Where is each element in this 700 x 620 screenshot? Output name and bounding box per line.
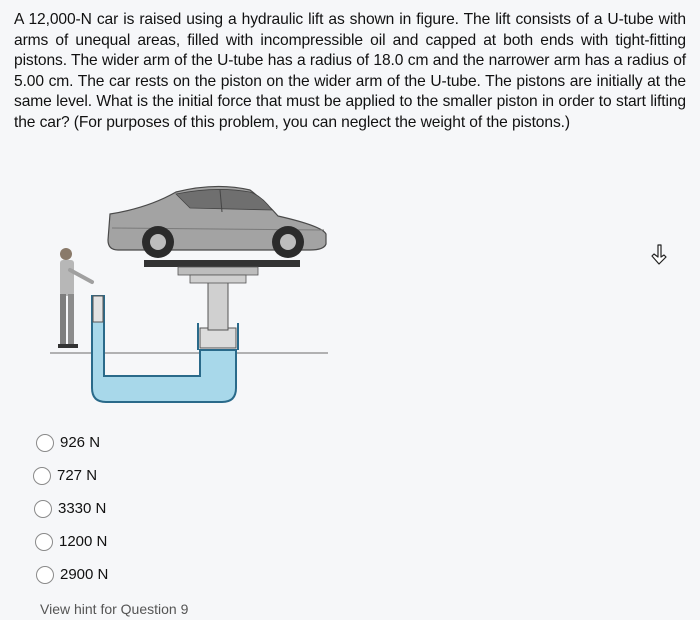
question-text: A 12,000-N car is raised using a hydraulic lift as shown in figure. The lift consists of a U-tube with arms of unequal areas, filled with incompressible oil and capped at both ends with tight-fitting pistons. The wider arm of the U-tube has a radius of 18.0 cm and the narrower arm has a radius of 5.00 cm. The car rests on the piston on the wider arm of the U-tube. The pistons are initially at the same level. What is the initial force that must be applied to the smaller piston in order to start lifting the car? (For purposes of this problem, you can neglect the weight of the pistons.) [14,11,686,131]
view-hint-link[interactable]: View hint for Question 9 [40,601,189,617]
radio-button[interactable] [34,500,52,518]
radio-button[interactable] [36,566,54,584]
option-2900[interactable] [36,558,108,591]
option-1200[interactable] [35,525,108,558]
option-727[interactable] [33,459,108,492]
lift-platform [144,260,300,267]
option-label: 926 N [60,434,101,451]
answer-options [36,426,108,591]
piston-rod [208,282,228,330]
radio-button[interactable] [36,434,54,452]
radio-button[interactable] [33,467,51,485]
radio-button[interactable] [35,533,53,551]
car-icon [108,186,326,258]
option-3330[interactable] [34,492,108,525]
option-label: 1200 N [59,533,108,550]
option-label: 3330 N [58,500,107,517]
small-piston [93,296,103,322]
option-label: 2900 N [60,566,109,583]
mouse-pointer-icon [650,243,670,267]
option-label: 727 N [57,467,98,484]
large-piston [200,328,236,348]
option-926[interactable] [36,426,108,459]
person-icon [58,248,92,348]
hydraulic-lift-figure [40,178,340,410]
